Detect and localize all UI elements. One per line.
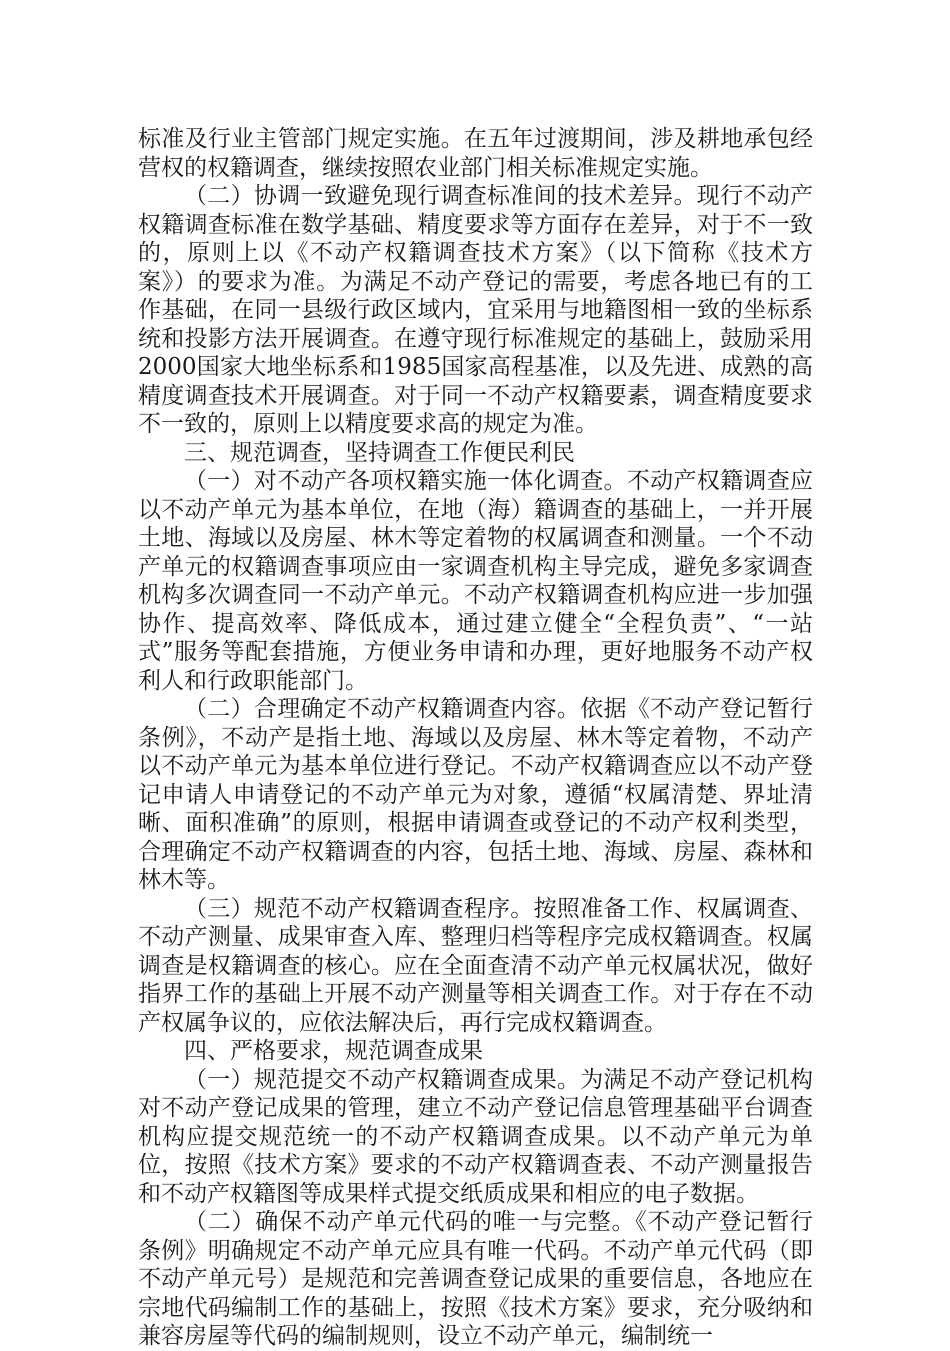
- section-heading-four: 四、严格要求，规范调查成果: [184, 1038, 483, 1064]
- paragraph-coordination: （二）协调一致避免现行调查标准间的技术差异。现行不动产权籍调查标准在数学基础、精度要求等方面存在差异，对于不一致的，原则上以《不动产权籍调查技术方案》（以下简称《技术方案》）的要求为准。为满足不动产登记的需要，考虑各地已有的工作基础，在同一县级行政区域内，宜采用与地籍图相一致的坐标系统和投影方法开展调查。在遵守现行标准规定的基础上，鼓励采用2000国家大地坐标系和1985国家高程基准，以及先进、成熟的高精度调查技术开展调查。对于同一不动产权籍要素，调查精度要求不一致的，原则上以精度要求高的规定为准。: [138, 183, 813, 437]
- paragraph-integrated-survey: （一）对不动产各项权籍实施一体化调查。不动产权籍调查应以不动产单元为基本单位，在地（海）籍调查的基础上，一并开展土地、海域以及房屋、林木等定着物的权属调查和测量。一个不动产单元的权籍调查事项应由一家调查机构主导完成，避免多家调查机构多次调查同一不动产单元。不动产权籍调查机构应进一步加强协作、提高效率、降低成本，通过建立健全“全程负责”、“一站式”服务等配套措施，方便业务申请和办理，更好地服务不动产权利人和行政职能部门。: [138, 468, 813, 694]
- paragraph-survey-procedure: （三）规范不动产权籍调查程序。按照准备工作、权属调查、不动产测量、成果审查入库、整理归档等程序完成权籍调查。权属调查是权籍调查的核心。应在全面查清不动产单元权属状况，做好指界工作的基础上开展不动产测量等相关调查工作。对于存在不动产权属争议的，应依法解决后，再行完成权籍调查。: [138, 895, 813, 1036]
- document-page: [138, 125, 813, 1351]
- paragraph-continuation: 标准及行业主管部门规定实施。在五年过渡期间，涉及耕地承包经营权的权籍调查，继续按照农业部门相关标准规定实施。: [138, 126, 813, 181]
- section-heading-three: 三、规范调查，坚持调查工作便民利民: [184, 439, 575, 466]
- paragraph-unit-code: （二）确保不动产单元代码的唯一与完整。《不动产登记暂行条例》明确规定不动产单元应具有唯一代码。不动产单元代码（即不动产单元号）是规范和完善调查登记成果的重要信息，各地应在宗地代码编制工作的基础上，按照《技术方案》要求，充分吸纳和兼容房屋等代码的编制规则，设立不动产单元，编制统一: [138, 1209, 813, 1349]
- paragraph-survey-content: （二）合理确定不动产权籍调查内容。依据《不动产登记暂行条例》，不动产是指土地、海域以及房屋、林木等定着物，不动产以不动产单元为基本单位进行登记。不动产权籍调查应以不动产登记申请人申请登记的不动产单元为对象，遵循“权属清楚、界址清晰、面积准确”的原则，根据申请调查或登记的不动产权利类型，合理确定不动产权籍调查的内容，包括土地、海域、房屋、森林和林木等。: [138, 696, 813, 893]
- paragraph-submit-results: （一）规范提交不动产权籍调查成果。为满足不动产登记机构对不动产登记成果的管理，建立不动产登记信息管理基础平台调查机构应提交规范统一的不动产权籍调查成果。以不动产单元为单位，按照《技术方案》要求的不动产权籍调查表、不动产测量报告和不动产权籍图等成果样式提交纸质成果和相应的电子数据。: [138, 1066, 813, 1207]
